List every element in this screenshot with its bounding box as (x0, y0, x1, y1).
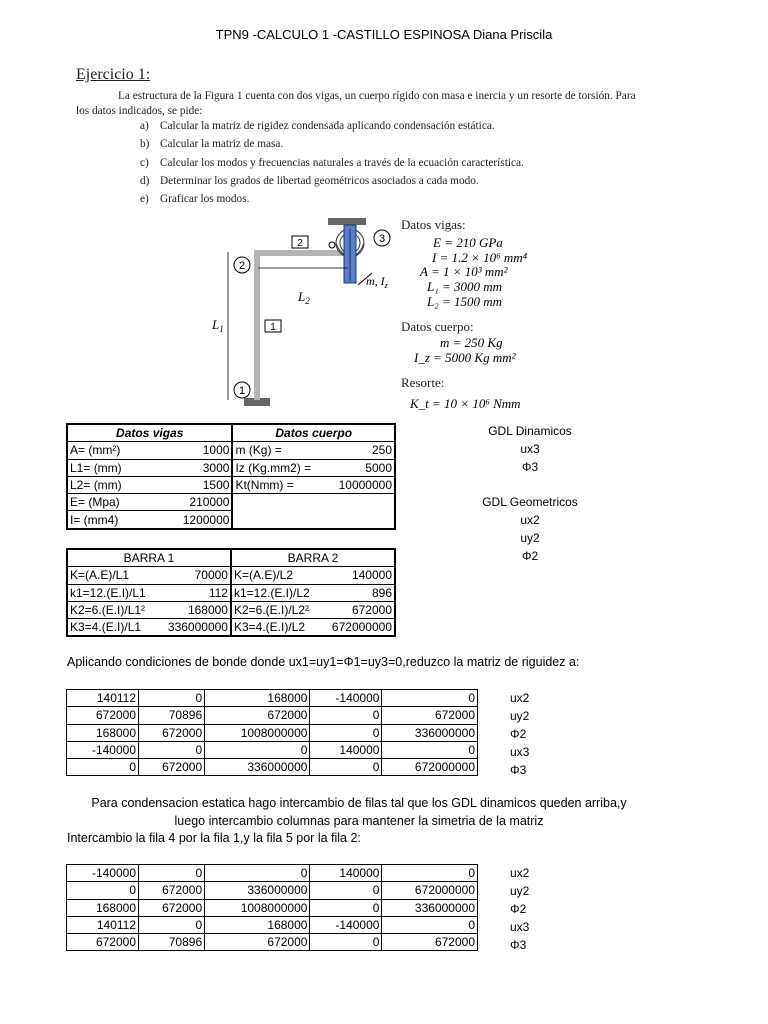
table-row: -140000 0 0 140000 0 (67, 741, 478, 758)
barra-1-header: BARRA 1 (67, 549, 231, 567)
exercise-items (140, 120, 524, 211)
vigas-L1: L₁ = 3000 mm (427, 279, 503, 294)
cuerpo-data-title: Datos cuerpo: (401, 319, 474, 334)
table-row: 168000 672000 1008000000 0 336000000 (67, 899, 478, 916)
table-row: L1= (mm) 3000 Iz (Kg.mm2) = 5000 (67, 459, 395, 476)
gdl-geometricos-title: GDL Geometricos (482, 495, 578, 509)
table-row: K3=4.(E.I)/L1 336000000 K3=4.(E.I)/L2 672000000 (67, 619, 395, 637)
node-3-hinge (329, 242, 335, 248)
gdl-item: ux3 (520, 442, 540, 456)
exercise-item: c) Calcular los modos y frecuencias naturales a través de la ecuación característica. (140, 156, 524, 169)
datos-cuerpo-header: Datos cuerpo (232, 424, 395, 442)
node-label: 2 (238, 260, 246, 272)
mass-label: m, $I_z$ (366, 274, 388, 290)
exercise-item: e) Graficar los modos. (140, 193, 250, 206)
exercise-item: b) Calcular la matriz de masa. (140, 138, 284, 151)
structure-figure (200, 215, 410, 415)
barra-table (66, 548, 396, 637)
resorte-Kt: K_t = 10 × 10⁶ Nmm (410, 396, 521, 411)
vigas-data-title: Datos vigas: (401, 217, 466, 232)
bar-label: 1 (270, 322, 276, 333)
table-row: 0 672000 336000000 0 672000000 (67, 882, 478, 899)
top-support (328, 218, 366, 225)
table-row: L2= (mm) 1500 Kt(Nmm) = 10000000 (67, 476, 395, 493)
barra-2-header: BARRA 2 (231, 549, 395, 567)
table-row: 140112 0 168000 -140000 0 (67, 690, 478, 707)
table-row: -140000 0 0 140000 0 (67, 865, 478, 882)
page-title: TPN9 -CALCULO 1 -CASTILLO ESPINOSA Diana Priscila (215, 27, 553, 42)
matrix1-dof-labels: ux2 uy2 Φ2 ux3 Φ3 (510, 691, 530, 777)
vigas-E: E = 210 GPa (433, 235, 503, 250)
beam-bar (254, 250, 346, 256)
matrix2-dof-labels: ux2 uy2 Φ2 ux3 Φ3 (510, 866, 530, 952)
gdl-item: Φ2 (521, 549, 539, 563)
datos-table (66, 423, 396, 530)
table-row: A= (mm²) 1000 m (Kg) = 250 (67, 442, 395, 459)
gdl-item: Φ3 (521, 460, 539, 474)
gdl-item: ux2 (520, 513, 540, 527)
condensation-text-1: Para condensacion estatica hago intercambio de filas tal que los GDL dinamicos queden arriba,y (91, 796, 627, 810)
vigas-I: I = 1.2 × 10⁶ mm⁴ (432, 250, 528, 265)
gdl-item: uy2 (520, 531, 540, 545)
stiffness-matrix-swapped (66, 864, 478, 951)
exercise-item: a) Calcular la matriz de rigidez condensada aplicando condensación estática. (140, 120, 495, 132)
table-row: K2=6.(E.I)/L1² 168000 K2=6.(E.I)/L2² 672000 (67, 601, 395, 618)
table-row: 672000 70896 672000 0 672000 (67, 934, 478, 951)
gdl-dinamicos-title: GDL Dinamicos (488, 424, 572, 438)
cuerpo-Iz: I_z = 5000 Kg mm² (414, 350, 516, 365)
datos-vigas-header: Datos vigas (67, 424, 232, 442)
node-label: 3 (378, 233, 386, 245)
exercise-intro: La estructura de la Figura 1 cuenta con dos vigas, un cuerpo rígido con masa e inercia y un resorte de torsión. Para los datos indicados, se pide: (76, 90, 636, 117)
resorte-title: Resorte: (401, 375, 445, 390)
condensation-text-2: luego intercambio columnas para mantener la simetria de la matriz (174, 814, 544, 828)
node-label: 1 (238, 385, 246, 397)
table-row: K=(A.E)/L1 70000 K=(A.E)/L2 140000 (67, 567, 395, 584)
table-row: 0 672000 336000000 0 672000000 (67, 759, 478, 776)
table-row: 672000 70896 672000 0 672000 (67, 707, 478, 724)
stiffness-matrix-reduced (66, 689, 478, 776)
boundary-conditions-text: Aplicando condiciones de bonde donde ux1=uy1=Φ1=uy3=0,reduzco la matriz de riguidez a: (67, 655, 580, 669)
table-row: E= (Mpa) 210000 (67, 494, 395, 511)
table-row: 140112 0 168000 -140000 0 (67, 916, 478, 933)
column-bar (254, 252, 260, 400)
row-swap-text: Intercambio la fila 4 por la fila 1,y la fila 5 por la fila 2: (67, 831, 361, 845)
L1-label: $L_1$ (212, 317, 224, 334)
vigas-A: A = 1 × 10³ mm² (420, 264, 508, 279)
bar-label: 2 (297, 238, 303, 249)
table-row: k1=12.(E.I)/L1 112 k1=12.(E.I)/L2 896 (67, 584, 395, 601)
exercise-item: d) Determinar los grados de libertad geométricos asociados a cada modo. (140, 174, 479, 187)
table-row: I= (mm4) 1200000 (67, 511, 395, 529)
vigas-L2: L₂ = 1500 mm (427, 294, 503, 309)
exercise-heading: Ejercicio 1: (76, 66, 151, 83)
L2-label: $L_2$ (298, 289, 310, 306)
cuerpo-m: m = 250 Kg (440, 335, 503, 350)
table-row: 168000 672000 1008000000 0 336000000 (67, 724, 478, 741)
